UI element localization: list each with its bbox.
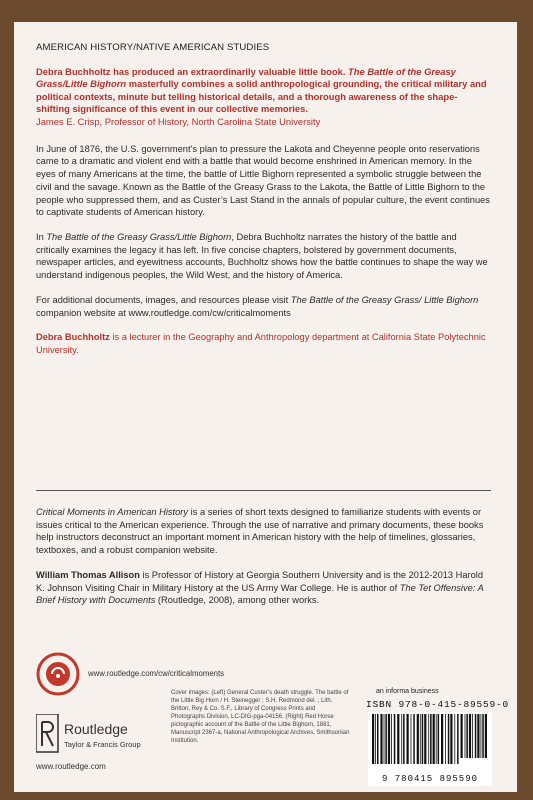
barcode-bar [477, 714, 479, 758]
barcode-bar [433, 714, 435, 764]
barcode-bar [417, 714, 419, 764]
barcode-bar [445, 714, 446, 764]
barcode-bar [469, 714, 471, 758]
para3-pre: For additional documents, images, and resources please visit [36, 294, 291, 305]
publisher-url: www.routledge.com [36, 762, 106, 771]
praise-quote [36, 66, 491, 116]
barcode-bar [436, 714, 437, 764]
cover-footer [36, 652, 510, 787]
para2-rest: , Debra Buchholtz narrates the history of the battle and critically examines the legacy it has left. In five concise chapters, bolstered by government documents, newspaper articles, and eyewitness accounts, Buchholtz shows how the battle continues to shape the way we understand indigenous peoples, the Wild West, and the history of America. [36, 232, 488, 281]
series-paragraph [36, 506, 491, 557]
informa-tagline: an informa business [376, 688, 439, 695]
barcode-bar [375, 714, 376, 764]
editor-name: William Thomas Allison [36, 569, 140, 580]
barcode-bar [472, 714, 473, 758]
barcode-bar [377, 714, 379, 764]
barcode-bar [413, 714, 415, 764]
barcode-bar [422, 714, 424, 764]
barcode-bar [401, 714, 402, 764]
praise-attribution: James E. Crisp, Professor of History, North Carolina State University [36, 116, 321, 128]
praise-lead: Debra Buchholtz has produced an extraordinarily valuable little book. [36, 65, 349, 77]
barcode-bar [411, 714, 412, 764]
back-cover [14, 22, 517, 792]
praise-rest: masterfully combines a solid anthropological grounding, the critical military and political contexts, minute but telling historical details, and a thorough awareness of the shape-shifting significance of this event in our collective memories. [36, 78, 487, 115]
editor-end: (Routledge, 2008), among other works. [155, 595, 320, 606]
para2-title: The Battle of the Greasy Grass/Little Bighorn [46, 232, 232, 242]
description-paragraph-2 [36, 231, 491, 282]
barcode-bar [384, 714, 385, 764]
series-rest: is a series of short texts designed to familiarize students with events or issues critical to the American experience. Through the use of narrative and primary documents, these books help instructors deconstruct an important moment in American history with the help of timelines, glossaries, textboxes, and a robust companion website. [36, 507, 484, 556]
barcode-bar [481, 714, 482, 758]
barcode-bar [380, 714, 382, 764]
barcode-bar [448, 714, 450, 764]
author-rest: is a lecturer in the Geography and Anthropology department at California State Polytechnic University. [36, 332, 486, 355]
author-bio [36, 331, 491, 356]
barcode-bar [454, 714, 455, 764]
publisher-name: Routledge [64, 721, 128, 737]
barcode-bar [482, 714, 484, 758]
barcode-bar [420, 714, 421, 764]
barcode-bar [407, 714, 409, 764]
barcode-bar [388, 714, 390, 764]
description-paragraph-1: In June of 1876, the U.S. government’s plan to pressure the Lakota and Cheyenne people onto reservations came to a dramatic and violent end with a battle that would become enshrined in American memory. In the eyes of many Americans at the time, the battle of Little Bighorn represented a symbolic struggle between the civil and the savage. Known as the Battle of the Greasy Grass to the Lakota, the Battle of Little Bighorn to the people who suppressed them, and as Custer’s Last Stand in the annals of popular culture, the event continues to captivate students of American history. [36, 143, 490, 218]
para3-rest: companion website at www.routledge.com/cw/criticalmoments [36, 307, 291, 318]
para2-pre: In [36, 232, 47, 242]
barcode-bar [441, 714, 443, 764]
cover-text [36, 42, 491, 369]
barcode-bar [391, 714, 392, 764]
barcode-bar [457, 714, 459, 764]
barcode-bar [430, 714, 432, 764]
barcode-bar [465, 714, 466, 758]
barcode-bar [403, 714, 405, 764]
barcode [368, 712, 492, 786]
para3-title: The Battle of the Greasy Grass/ Little Bighorn [290, 294, 479, 305]
routledge-logo [36, 714, 148, 756]
editor-rest: is Professor of History at Georgia Southern University and is the 2012-2013 Harold K. Johnson Visiting Chair in Military History at the US Army War College. He is author of [36, 569, 484, 593]
barcode-bar [424, 714, 426, 764]
barcode-bar [450, 714, 452, 764]
subject-header: AMERICAN HISTORY/NATIVE AMERICAN STUDIES [36, 42, 270, 53]
series-info [36, 506, 491, 619]
barcode-number: 9 780415 895590 [381, 774, 478, 784]
section-divider [36, 490, 491, 491]
barcode-bar [438, 714, 440, 764]
editor-bio [36, 569, 491, 607]
barcode-bar [485, 714, 487, 758]
barcode-bar [466, 714, 468, 758]
resources-paragraph [36, 294, 491, 319]
barcode-bar [461, 714, 463, 758]
series-title: Critical Moments in American History [36, 507, 189, 517]
barcode-bar [428, 714, 429, 764]
cover-credits: Cover images: (Left) General Custer’s death struggle. The battle of the Little Big Horn / H. Steinegger ; S.H. Redmond del. ; Lith. Britton, Rey & Co. S.F., Library of Congress Prints and Photographs Division, LC-DIG-pga-04156. (Right) Red Horse pictographic account of the Battle of the Little Bighorn, 1881, Manuscript 2367-a, National Anthropological Archives, Smithsonian Institution. [171, 690, 350, 744]
barcode-bar [385, 714, 387, 764]
companion-website-logo [36, 652, 80, 696]
publisher-sub: Taylor & Francis Group [64, 740, 141, 749]
barcode-bar [397, 714, 399, 764]
isbn-text: ISBN 978-0-415-89559-0 [366, 699, 510, 710]
editor-book: The Tet Offensive: A Brief History with Documents [36, 582, 484, 606]
praise-book-title: The Battle of the Greasy Grass/Little Bighorn [36, 65, 456, 90]
barcode-bar [475, 714, 477, 758]
barcode-bar [372, 714, 374, 764]
companion-url: www.routledge.com/cw/criticalmoments [88, 669, 225, 678]
barcode-bar [394, 714, 396, 764]
barcode-bars [368, 712, 492, 774]
author-name: Debra Buchholtz [36, 332, 110, 343]
